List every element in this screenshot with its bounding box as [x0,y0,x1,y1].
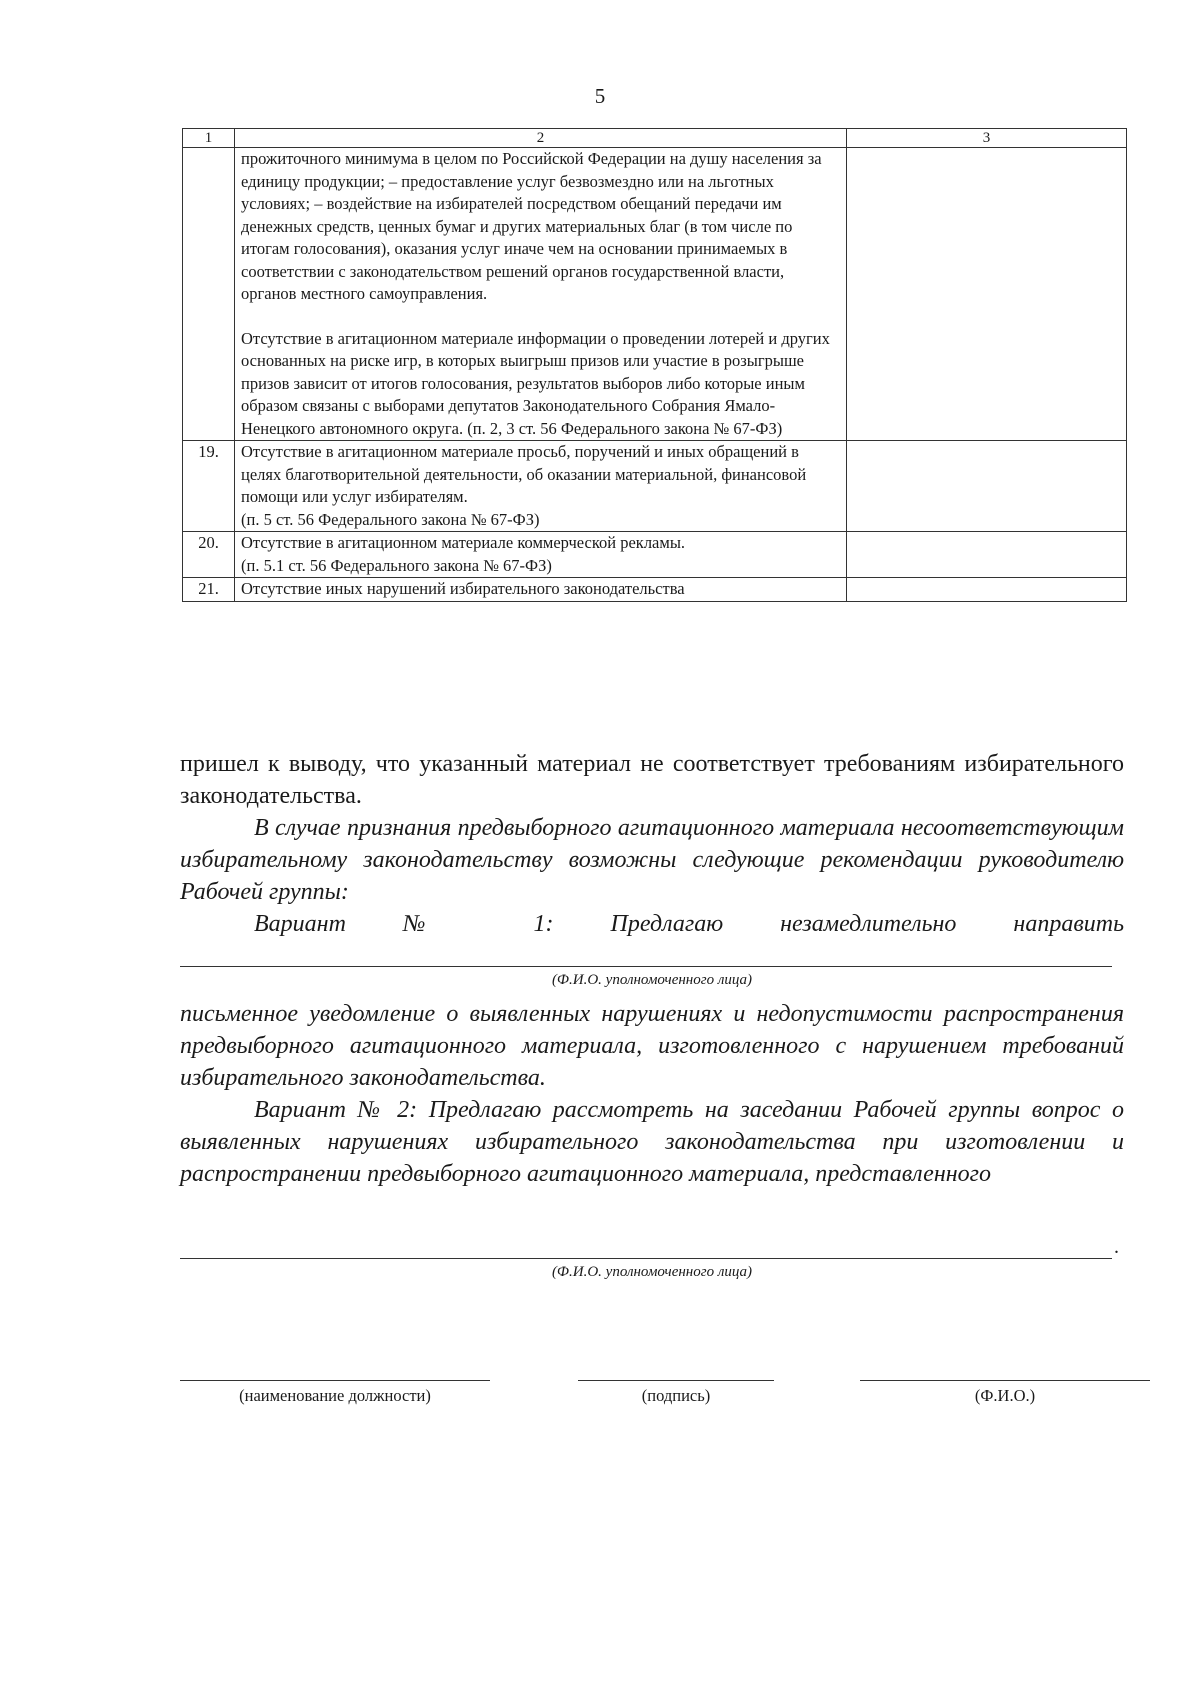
name-line-2 [180,1258,1112,1259]
end-period: . [1114,1236,1119,1258]
row-number: 19. [183,441,235,532]
page-number: 5 [594,84,606,108]
fio-caption: (Ф.И.О.) [974,1386,1036,1405]
variant2-text: Вариант № 2: Предлагаю рассмотреть на заседании Рабочей группы вопрос о выявленных нарушениях избирательного законодательства при изготовлении и распространении предвыборного агитационного материала, представленного [180,1097,1124,1187]
name-caption-1: (Ф.И.О. уполномоченного лица) [551,972,753,988]
table-header-cell: 2 [235,129,847,148]
row-criterion: Отсутствие в агитационном материале коммерческой рекламы. (п. 5.1 ст. 56 Федерального закона № 67-ФЗ) [235,532,847,578]
table-row [183,148,1127,441]
row-result [847,441,1127,532]
row-criterion [235,148,847,441]
table-row [183,441,1127,532]
recommendations-intro: В случае признания предвыборного агитационного материала несоответствующим избирательному законодательству возможны следующие рекомендации руководителю Рабочей группы: [180,815,1124,905]
row-number: 20. [183,532,235,578]
name-caption-2: (Ф.И.О. уполномоченного лица) [551,1264,753,1280]
row-result [847,532,1127,578]
row-number [183,148,235,441]
row-result [847,578,1127,602]
table-header-cell: 1 [183,129,235,148]
table-row [183,532,1127,578]
table-row [183,578,1127,602]
row-number: 21. [183,578,235,602]
variant1-text: письменное уведомление о выявленных нарушениях и недопустимости распространения предвыборного агитационного материала, изготовленного с нарушением требований избирательного законодательства. [180,1001,1124,1091]
row-criterion: Отсутствие иных нарушений избирательного законодательства [235,578,847,602]
signature-line [578,1380,774,1381]
fio-line [860,1380,1150,1381]
position-line [180,1380,490,1381]
criterion-text: прожиточного минимума в целом по Российской Федерации на душу населения за единицу продукции; – предоставление услуг безвозмездно или на льготных условиях; – воздействие на избирателей посредством обещаний передачи им денежных средств, ценных бумаг и других материальных благ (в том числе по итогам голосования), оказания услуг иначе чем на основании принимаемых в соответствии с законодательством решений органов государственной власти, органов местного самоуправления. [241,149,822,303]
conclusion-paragraph: пришел к выводу, что указанный материал не соответствует требованиям избирательного законодательства. [180,751,1124,809]
name-line-1 [180,966,1112,967]
table-header-row [183,129,1127,148]
variant1-lead: Вариант № 1: Предлагаю незамедлительно направить [254,911,1124,937]
row-criterion: Отсутствие в агитационном материале просьб, поручений и иных обращений в целях благотворительной деятельности, об оказании материальной, финансовой помощи или услуг избирателям. (п. 5 ст. 56 Федерального закона № 67-ФЗ) [235,441,847,532]
position-caption: (наименование должности) [239,1386,431,1405]
row-result [847,148,1127,441]
criteria-table [182,128,1127,602]
signature-caption: (подпись) [641,1386,711,1405]
table-header-cell: 3 [847,129,1127,148]
criterion-text: Отсутствие в агитационном материале информации о проведении лотерей и других основанных на риске игр, в которых выигрыш призов или участие в розыгрыше призов зависит от итогов голосования, результатов выборов либо которые иным образом связаны с выборами депутатов Законодательного Собрания Ямало-Ненецкого автономного округа. (п. 2, 3 ст. 56 Федерального закона № 67-ФЗ) [241,328,830,438]
